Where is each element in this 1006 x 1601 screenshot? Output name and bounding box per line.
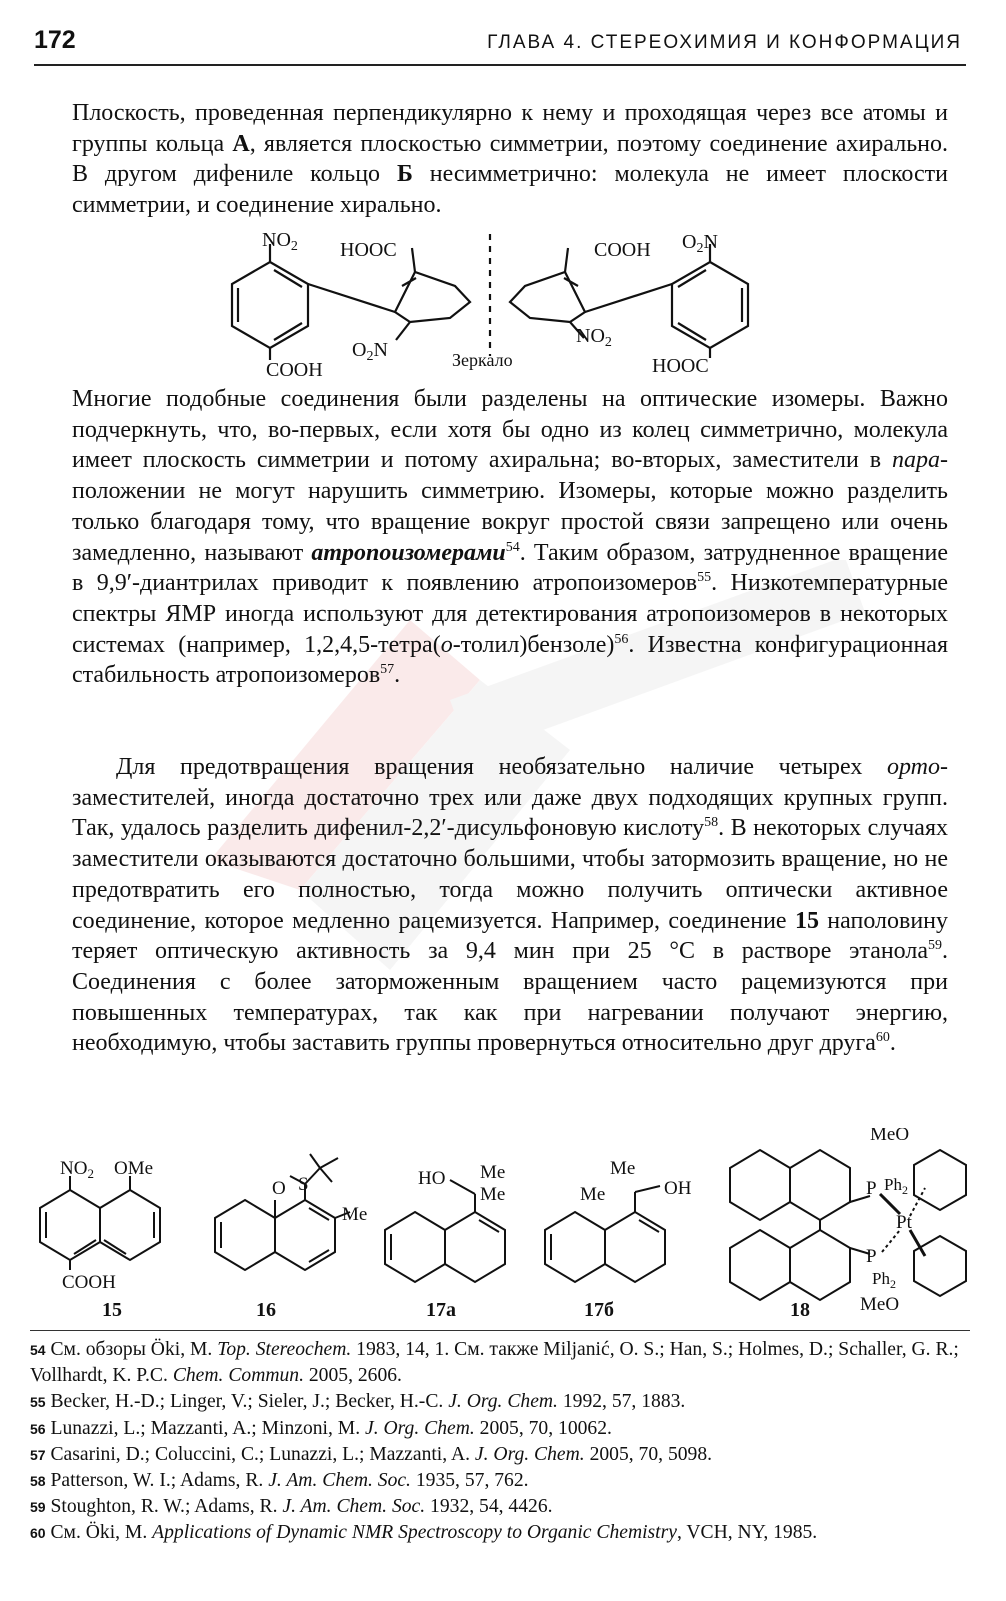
structure-18 bbox=[730, 1150, 966, 1300]
page-number: 172 bbox=[34, 26, 76, 54]
svg-text:HOOC: HOOC bbox=[340, 239, 397, 261]
paragraph-3: Для предотвращения вращения необязательно наличие четырех орто-заместителей, иногда достаточно трех или даже двух подходящих крупных групп. Так, удалось разделить дифенил-2,2′-дисульфоновую кислоту$^{58}$. В некоторых случаях заместители оказываются достаточно большими, чтобы затормозить вращение, но не предотвратить его полностью, тогда можно получить оптически активное соединение, которое медленно рацемизуется. Например, соединение 15 наполовину теряет оптическую активность за 9,4 мин при 25 °C в растворе этанола$^{59}$. Соединения с более заторможенным вращением часто рацемизуются при повышенных температурах, так как при нагревании получают энергию, необходимую, чтобы заставить группы провернуться относительно друг друга$^{60}$. bbox=[72, 754, 949, 1057]
svg-text:COOH: COOH bbox=[62, 1272, 116, 1293]
footnote-57: 57 Casarini, D.; Coluccini, C.; Lunazzi, L.; Mazzanti, A. J. Org. Chem. 2005, 70, 5098. bbox=[30, 1443, 713, 1465]
running-header bbox=[34, 24, 966, 66]
svg-text:O: O bbox=[272, 1178, 286, 1199]
svg-text:Me: Me bbox=[580, 1184, 606, 1205]
footnote-59: 59 Stoughton, R. W.; Adams, R. J. Am. Chem. Soc. 1932, 54, 4426. bbox=[30, 1496, 553, 1518]
svg-text:Ph2: $Ph_2$ bbox=[872, 1269, 896, 1291]
svg-text:15: 15 bbox=[102, 1299, 122, 1321]
svg-text:NO2: $NO_2$ bbox=[262, 229, 298, 254]
svg-text:Me: Me bbox=[480, 1184, 506, 1205]
svg-text:Pt: Pt bbox=[896, 1212, 912, 1233]
svg-text:17б: 17б bbox=[584, 1299, 614, 1321]
svg-text:COOH: COOH bbox=[266, 359, 323, 376]
svg-text:P: P bbox=[866, 1178, 877, 1199]
svg-text:S: S bbox=[298, 1174, 309, 1195]
svg-text:Me: Me bbox=[342, 1204, 368, 1225]
svg-text:O2N: $O_2N$ bbox=[682, 231, 718, 256]
svg-text:P: P bbox=[866, 1246, 877, 1267]
svg-text:NO2: $NO_2$ bbox=[576, 325, 612, 350]
svg-text:17а: 17а bbox=[426, 1299, 456, 1321]
svg-text:Me: Me bbox=[610, 1158, 636, 1179]
svg-text:OH: OH bbox=[664, 1178, 692, 1199]
svg-text:HOOC: HOOC bbox=[652, 355, 709, 376]
svg-text:HO: HO bbox=[418, 1168, 446, 1189]
svg-text:Me: Me bbox=[480, 1162, 506, 1183]
svg-text:MeO: MeO bbox=[860, 1294, 900, 1315]
svg-text:O2N: $O_2N$ bbox=[352, 339, 388, 364]
svg-text:COOH: COOH bbox=[594, 239, 651, 261]
structure-16 bbox=[215, 1154, 350, 1270]
structure-15 bbox=[40, 1176, 160, 1270]
footnote-56: 56 Lunazzi, L.; Mazzanti, A.; Minzoni, M. J. Org. Chem. 2005, 70, 10062. bbox=[30, 1417, 612, 1439]
paragraph-1: Плоскость, проведенная перпендикулярно к нему и проходящая через все атомы и группы кольца А, является плоскостью симметрии, поэтому соединение ахирально. В другом дифениле кольцо Б несимметрично: молекула не имеет плоскости симметрии, и соединение хирально. bbox=[72, 100, 948, 219]
chapter-title: ГЛАВА 4. СТЕРЕОХИМИЯ И КОНФОРМАЦИЯ bbox=[487, 32, 962, 53]
footnotes bbox=[30, 1330, 970, 1547]
footnote-60: 60 См. Öki, M. Applications of Dynamic NMR Spectroscopy to Organic Chemistry, VCH, NY, 1985. bbox=[30, 1522, 818, 1544]
svg-text:OMe: OMe bbox=[114, 1158, 154, 1179]
compounds-figure bbox=[20, 1128, 986, 1324]
svg-text:MeO: MeO bbox=[870, 1128, 910, 1145]
biphenyl-mirror-figure bbox=[190, 228, 790, 376]
svg-text:Ph2: $Ph_2$ bbox=[884, 1175, 908, 1197]
footnote-55: 55 Becker, H.-D.; Linger, V.; Sieler, J.; Becker, H.-C. J. Org. Chem. 1992, 57, 1883. bbox=[30, 1391, 686, 1413]
svg-text:NO2: $NO_2$ bbox=[60, 1158, 94, 1181]
svg-text:16: 16 bbox=[256, 1299, 276, 1321]
svg-text:18: 18 bbox=[790, 1299, 810, 1321]
paragraph-2: Многие подобные соединения были разделены на оптические изомеры. Важно подчеркнуть, что, во-первых, если хотя бы одно из колец симметрично, молекула имеет плоскость симметрии и потому ахиральна; во-вторых, заместители в пара-положении не могут нарушить симметрию. Изомеры, которые можно разделить только благодаря тому, что вращение вокруг простой связи запрещено или очень замедленно, называют атропоизомерами$^{54}$. Таким образом, затрудненное вращение в 9,9′-диантрилах приводит к появлению атропоизомеров$^{55}$. Низкотемпературные спектры ЯМР иногда используют для детектирования атропоизомеров в некоторых системах (например, 1,2,4,5-тетра(о-толил)бензоле)$^{56}$. Известна конфигурационная стабильность атропоизомеров$^{57}$. bbox=[72, 386, 948, 689]
svg-text:Зеркало: Зеркало bbox=[452, 350, 513, 370]
footnote-54: 54 См. обзоры Öki, M. Top. Stereochem. 1983, 14, 1. См. также Miljanić, O. S.; Han, S.; Holmes, D.; Schaller, G. R.; Vollhardt, K. P.C. Chem. Commun. 2005, 2606. bbox=[30, 1339, 959, 1387]
footnote-58: 58 Patterson, W. I.; Adams, R. J. Am. Chem. Soc. 1935, 57, 762. bbox=[30, 1470, 529, 1492]
